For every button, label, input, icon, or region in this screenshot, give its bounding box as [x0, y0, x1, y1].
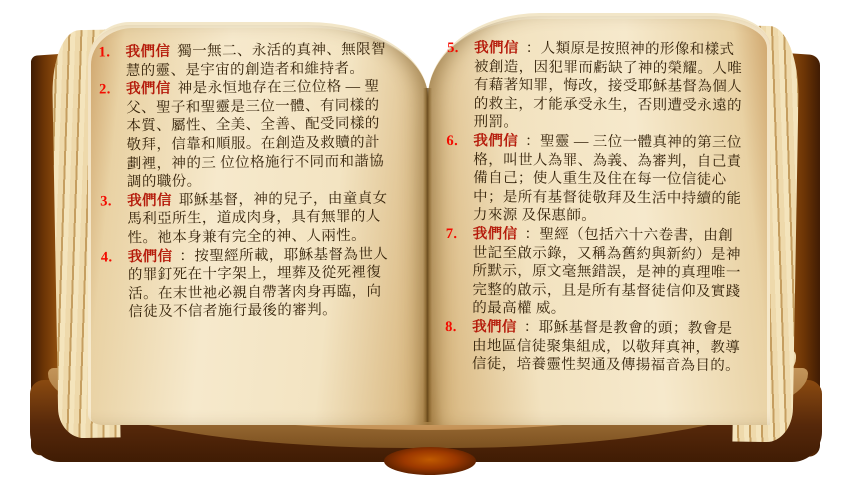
belief-lead: 我們信 [125, 80, 171, 98]
belief-lead: 我們信 [473, 133, 519, 150]
item-number: 5. [447, 39, 459, 57]
item-number: 2. [98, 81, 111, 98]
spine-bump [384, 447, 476, 475]
belief-text: ：聖靈 — 三位一體真神的第三位格，叫世人為罪、為義、為審判，自己責備自己；使人重生及住在每一位信徒心中；是所有基督徒敬拜及生活中持續的能力來源 及保惠師。 [472, 133, 742, 225]
creed-list-right [445, 39, 749, 376]
belief-text: ：聖經（包括六十六卷書，由創世記至啟示錄，又稱為舊約與新約）是神所默示，原文毫無錯誤，是神的真理唯一完整的啟示，且是所有基督徒信仰及實踐的最高權 威。 [472, 226, 741, 318]
item-number: 1. [98, 44, 111, 61]
belief-lead: 我們信 [474, 40, 519, 57]
item-number: 3. [100, 193, 112, 210]
belief-text: 神是永恒地存在三位位格 — 聖父、聖子和聖靈是三位一體、有同樣的本質、屬性、全美、全善、配受同樣的敬拜，信靠和順服。在創造及救贖的計劃裡，神的三 位位格施行不同而和諧協調的職份。 [126, 78, 385, 191]
creed-item-2 [99, 78, 388, 193]
belief-lead: 我們信 [125, 43, 171, 61]
belief-text: 耶穌基督，神的兒子，由童貞女馬利亞所生，道成肉身，具有無罪的人性。祂本身兼有完全的神、人兩性。 [127, 190, 388, 247]
creed-item-8 [445, 318, 747, 376]
creed-item-1 [99, 40, 387, 80]
belief-lead: 我們信 [472, 319, 517, 336]
belief-lead: 我們信 [127, 192, 172, 209]
belief-text: 獨一無二、永活的真神、無限智慧的靈、是宇宙的創造者和維持者。 [125, 41, 387, 79]
item-number: 8. [445, 318, 457, 335]
creed-item-6 [446, 132, 749, 227]
creed-item-3 [100, 189, 389, 248]
creed-item-4 [101, 245, 390, 322]
creed-item-5 [447, 39, 750, 134]
item-number: 6. [446, 132, 459, 149]
gutter-shadow [423, 88, 432, 422]
belief-text: ：人類原是按照神的形像和樣式被創造，因犯罪而虧缺了神的榮耀。人唯有藉著知罪，悔改，接受耶穌基督為個人的救主，才能承受永生，否則遭受永遠的刑罰。 [473, 40, 743, 131]
item-number: 4. [100, 248, 113, 266]
belief-text: ：耶穌基督是教會的頭；教會是由地區信徒聚集組成，以敬拜真神，教導信徒，培養靈性契通及傳揚福音為目的。 [471, 319, 741, 375]
item-number: 7. [445, 225, 458, 242]
belief-text: ：按聖經所載，耶穌基督為世人的罪釘死在十字架上，埋葬及從死裡復活。在末世祂必親自帶著肉身再臨，向信徒及不信者施行最後的審判。 [127, 246, 389, 321]
belief-lead: 我們信 [127, 248, 173, 265]
creed-list-left [99, 40, 390, 322]
belief-lead: 我們信 [472, 226, 518, 243]
creed-item-7 [445, 225, 748, 320]
